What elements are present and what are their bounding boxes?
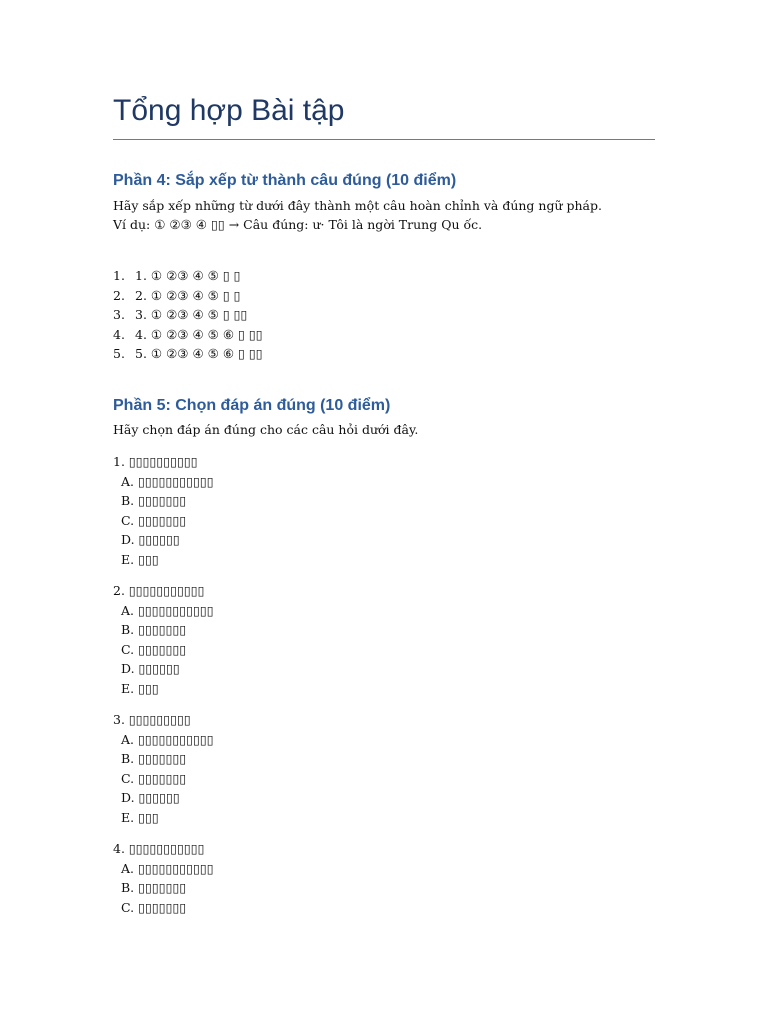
list-item-text: 1. ① ②③ ④ ⑤ ▯ ▯ <box>135 268 241 283</box>
list-item <box>113 266 263 286</box>
list-item <box>113 286 263 306</box>
part4-instruction: Hãy sắp xếp những từ dưới đây thành một câu hoàn chỉnh và đúng ngữ pháp. <box>113 198 602 213</box>
question-stem: 3. ▯▯▯▯▯▯▯▯▯ <box>113 712 191 727</box>
question-2 <box>113 581 214 698</box>
list-item <box>113 305 263 325</box>
answer-option-a: A. ▯▯▯▯▯▯▯▯▯▯▯ <box>121 602 214 618</box>
answer-option-d: D. ▯▯▯▯▯▯ <box>121 532 180 547</box>
part5-instruction: Hãy chọn đáp án đúng cho các câu hỏi dưới đây. <box>113 422 419 437</box>
list-item <box>113 344 263 364</box>
part4-item-list <box>113 266 263 364</box>
list-item-number: 4. <box>113 326 125 342</box>
list-item-text: 2. ① ②③ ④ ⑤ ▯ ▯ <box>135 287 241 303</box>
question-stem: 1. ▯▯▯▯▯▯▯▯▯▯ <box>113 454 198 469</box>
answer-option-b: B. ▯▯▯▯▯▯▯ <box>121 622 187 637</box>
part5-heading: Phần 5: Chọn đáp án đúng (10 điểm) <box>113 397 391 414</box>
question-stem: 2. ▯▯▯▯▯▯▯▯▯▯▯ <box>113 583 205 598</box>
answer-option-a: A. ▯▯▯▯▯▯▯▯▯▯▯ <box>121 473 214 489</box>
list-item-text: 4. ① ②③ ④ ⑤ ⑥ ▯ ▯▯ <box>135 326 263 342</box>
answer-option-e: E. ▯▯▯ <box>121 551 159 567</box>
question-1 <box>113 452 214 569</box>
list-item-text: 5. ① ②③ ④ ⑤ ⑥ ▯ ▯▯ <box>135 346 263 362</box>
list-item-text: 3. ① ②③ ④ ⑤ ▯ ▯▯ <box>135 307 248 323</box>
answer-option-c: C. ▯▯▯▯▯▯▯ <box>121 512 187 528</box>
list-item <box>113 325 263 345</box>
answer-option-c: C. ▯▯▯▯▯▯▯ <box>121 641 187 657</box>
answer-option-b: B. ▯▯▯▯▯▯▯ <box>121 493 187 508</box>
list-item-number: 5. <box>113 346 125 362</box>
answer-option-c: C. ▯▯▯▯▯▯▯ <box>121 899 187 915</box>
answer-option-b: B. ▯▯▯▯▯▯▯ <box>121 880 187 895</box>
list-item-number: 1. <box>113 268 125 283</box>
answer-option-c: C. ▯▯▯▯▯▯▯ <box>121 770 187 786</box>
answer-option-b: B. ▯▯▯▯▯▯▯ <box>121 751 187 766</box>
part4-heading: Phần 4: Sắp xếp từ thành câu đúng (10 điểm) <box>113 172 457 189</box>
question-stem: 4. ▯▯▯▯▯▯▯▯▯▯▯ <box>113 841 205 856</box>
answer-option-e: E. ▯▯▯ <box>121 680 159 696</box>
answer-option-e: E. ▯▯▯ <box>121 809 159 825</box>
document-title: Tổng hợp Bài tập <box>113 94 345 127</box>
title-divider <box>113 139 655 140</box>
question-4 <box>113 839 214 917</box>
list-item-number: 3. <box>113 307 125 323</box>
answer-option-a: A. ▯▯▯▯▯▯▯▯▯▯▯ <box>121 860 214 876</box>
part4-example: Ví dụ: ① ②③ ④ ▯▯ → Câu đúng: ư· Tôi là ngời Trung Qu ốc. <box>113 217 483 232</box>
answer-option-a: A. ▯▯▯▯▯▯▯▯▯▯▯ <box>121 731 214 747</box>
answer-option-d: D. ▯▯▯▯▯▯ <box>121 661 180 676</box>
answer-option-d: D. ▯▯▯▯▯▯ <box>121 790 180 805</box>
list-item-number: 2. <box>113 287 125 303</box>
question-3 <box>113 710 214 827</box>
